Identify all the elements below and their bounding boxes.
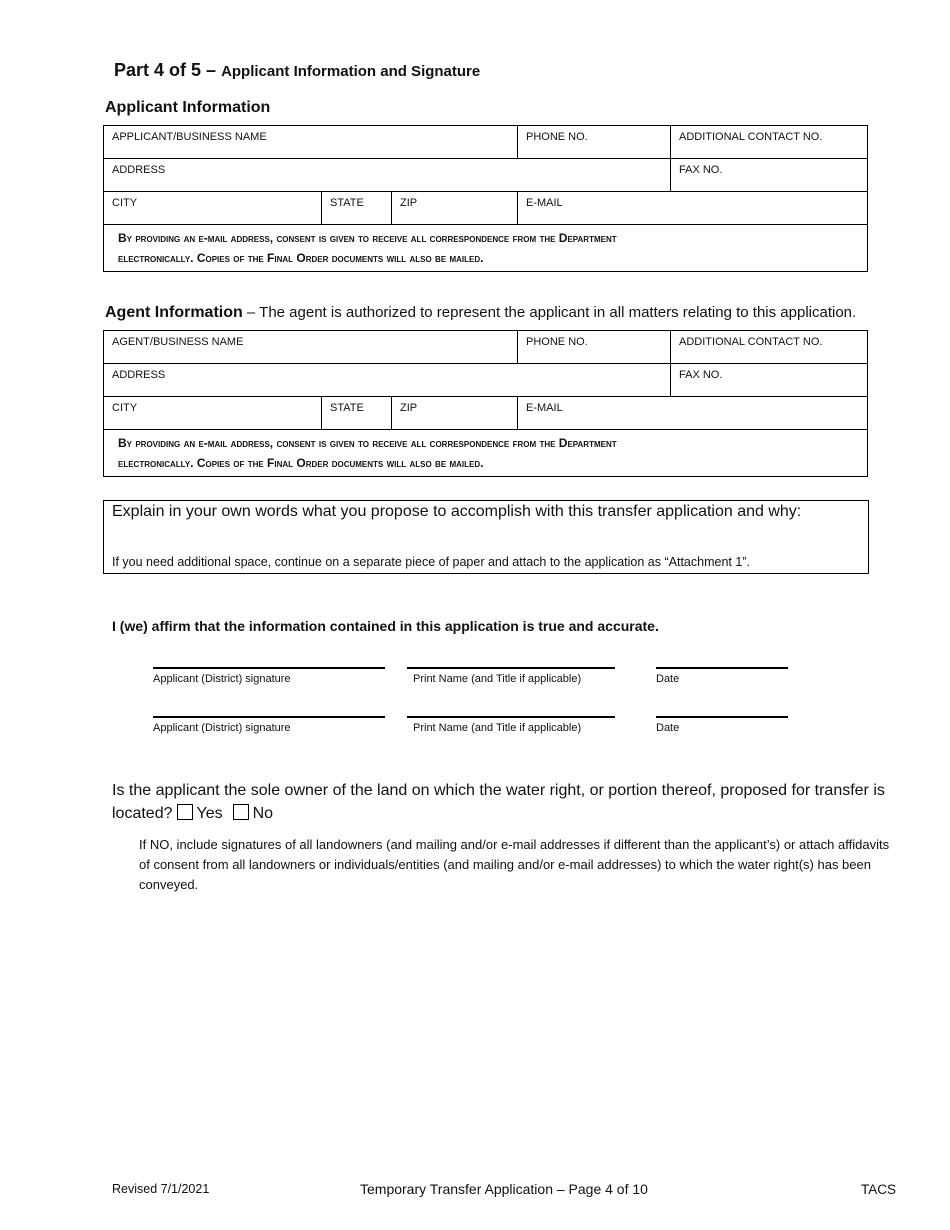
agent-section-description: – The agent is authorized to represent the applicant in all matters relating to this application. bbox=[242, 304, 857, 321]
agent-city-field[interactable] bbox=[104, 397, 322, 430]
applicant-name-field[interactable] bbox=[104, 126, 518, 159]
applicant-additional-contact-field[interactable] bbox=[671, 126, 868, 159]
signature-line-1[interactable] bbox=[153, 667, 385, 669]
print-name-line-2[interactable] bbox=[407, 716, 615, 718]
explanation-question: Explain in your own words what you propose to accomplish with this transfer application and why: bbox=[112, 503, 802, 520]
part-title: Applicant Information and Signature bbox=[221, 63, 481, 80]
agent-phone-field[interactable] bbox=[518, 331, 671, 364]
ownership-question-block bbox=[112, 779, 912, 825]
ownership-question: Is the applicant the sole owner of the land on which the water right, or portion thereof, proposed for transfer is located? bbox=[112, 782, 885, 822]
applicant-zip-label: ZIP bbox=[400, 197, 418, 209]
footer-form-code: TACS bbox=[861, 1182, 897, 1197]
applicant-consent-line-2: electronically. Copies of the Final Order documents will also be mailed. bbox=[118, 251, 484, 265]
applicant-email-field[interactable] bbox=[518, 192, 868, 225]
applicant-state-label: STATE bbox=[330, 197, 364, 209]
applicant-fax-field[interactable] bbox=[671, 159, 868, 192]
agent-zip-field[interactable] bbox=[392, 397, 518, 430]
agent-name-field[interactable] bbox=[104, 331, 518, 364]
applicant-zip-field[interactable] bbox=[392, 192, 518, 225]
applicant-address-label: ADDRESS bbox=[112, 164, 166, 176]
yes-checkbox[interactable] bbox=[177, 804, 193, 820]
agent-city-label: CITY bbox=[112, 402, 138, 414]
agent-consent-line-1: By providing an e-mail address, consent is given to receive all correspondence from the Department bbox=[118, 436, 617, 450]
agent-zip-label: ZIP bbox=[400, 402, 418, 414]
applicant-name-label: APPLICANT/BUSINESS NAME bbox=[112, 131, 267, 143]
agent-email-consent-notice bbox=[104, 430, 868, 477]
applicant-phone-label: PHONE NO. bbox=[526, 131, 588, 143]
agent-state-label: STATE bbox=[330, 402, 364, 414]
applicant-address-field[interactable] bbox=[104, 159, 671, 192]
agent-additional-contact-field[interactable] bbox=[671, 331, 868, 364]
signature-label-2: Applicant (District) signature bbox=[153, 722, 291, 734]
applicant-consent-line-1: By providing an e-mail address, consent is given to receive all correspondence from the Department bbox=[118, 231, 617, 245]
agent-address-field[interactable] bbox=[104, 364, 671, 397]
signature-label-1: Applicant (District) signature bbox=[153, 673, 291, 685]
applicant-phone-field[interactable] bbox=[518, 126, 671, 159]
applicant-city-field[interactable] bbox=[104, 192, 322, 225]
agent-email-field[interactable] bbox=[518, 397, 868, 430]
affirmation-statement: I (we) affirm that the information contained in this application is true and accurate. bbox=[112, 618, 659, 634]
applicant-city-label: CITY bbox=[112, 197, 138, 209]
agent-fax-label: FAX NO. bbox=[679, 369, 723, 381]
applicant-fax-label: FAX NO. bbox=[679, 164, 723, 176]
applicant-state-field[interactable] bbox=[322, 192, 392, 225]
agent-info-table bbox=[103, 330, 868, 477]
part-label: Part 4 of 5 – bbox=[114, 60, 217, 80]
ownership-note: If NO, include signatures of all landowners (and mailing and/or e-mail addresses if different than the applicant’s) or attach affidavits of consent from all landowners or individuals/entities (and mailing and/or e-mail addresses) to which the water right(s) has been conveyed. bbox=[139, 837, 890, 892]
agent-consent-line-2: electronically. Copies of the Final Order documents will also be mailed. bbox=[118, 456, 484, 470]
date-line-2[interactable] bbox=[656, 716, 788, 718]
footer-page-info: Temporary Transfer Application – Page 4 of 10 bbox=[360, 1181, 648, 1197]
signature-line-2[interactable] bbox=[153, 716, 385, 718]
agent-additional-contact-label: ADDITIONAL CONTACT NO. bbox=[679, 336, 823, 348]
agent-email-label: E-MAIL bbox=[526, 402, 563, 414]
no-checkbox[interactable] bbox=[233, 804, 249, 820]
agent-phone-label: PHONE NO. bbox=[526, 336, 588, 348]
agent-state-field[interactable] bbox=[322, 397, 392, 430]
agent-fax-field[interactable] bbox=[671, 364, 868, 397]
footer-revised-date: Revised 7/1/2021 bbox=[112, 1182, 210, 1196]
agent-address-label: ADDRESS bbox=[112, 369, 166, 381]
agent-name-label: AGENT/BUSINESS NAME bbox=[112, 336, 244, 348]
print-name-label-2: Print Name (and Title if applicable) bbox=[413, 722, 582, 734]
print-name-line-1[interactable] bbox=[407, 667, 615, 669]
print-name-label-1: Print Name (and Title if applicable) bbox=[413, 673, 582, 685]
applicant-email-label: E-MAIL bbox=[526, 197, 563, 209]
agent-section-heading bbox=[105, 304, 856, 322]
applicant-email-consent-notice bbox=[104, 225, 868, 272]
applicant-additional-contact-label: ADDITIONAL CONTACT NO. bbox=[679, 131, 823, 143]
no-label: No bbox=[252, 805, 274, 822]
date-label-1: Date bbox=[656, 673, 680, 685]
explanation-note: If you need additional space, continue on a separate piece of paper and attach to the application as “Attachment 1”. bbox=[112, 555, 750, 569]
applicant-info-table bbox=[103, 125, 868, 272]
date-label-2: Date bbox=[656, 722, 680, 734]
applicant-section-title: Applicant Information bbox=[105, 99, 271, 116]
date-line-1[interactable] bbox=[656, 667, 788, 669]
part-heading bbox=[114, 60, 480, 81]
yes-label: Yes bbox=[196, 805, 223, 822]
agent-section-title: Agent Information bbox=[105, 304, 243, 321]
